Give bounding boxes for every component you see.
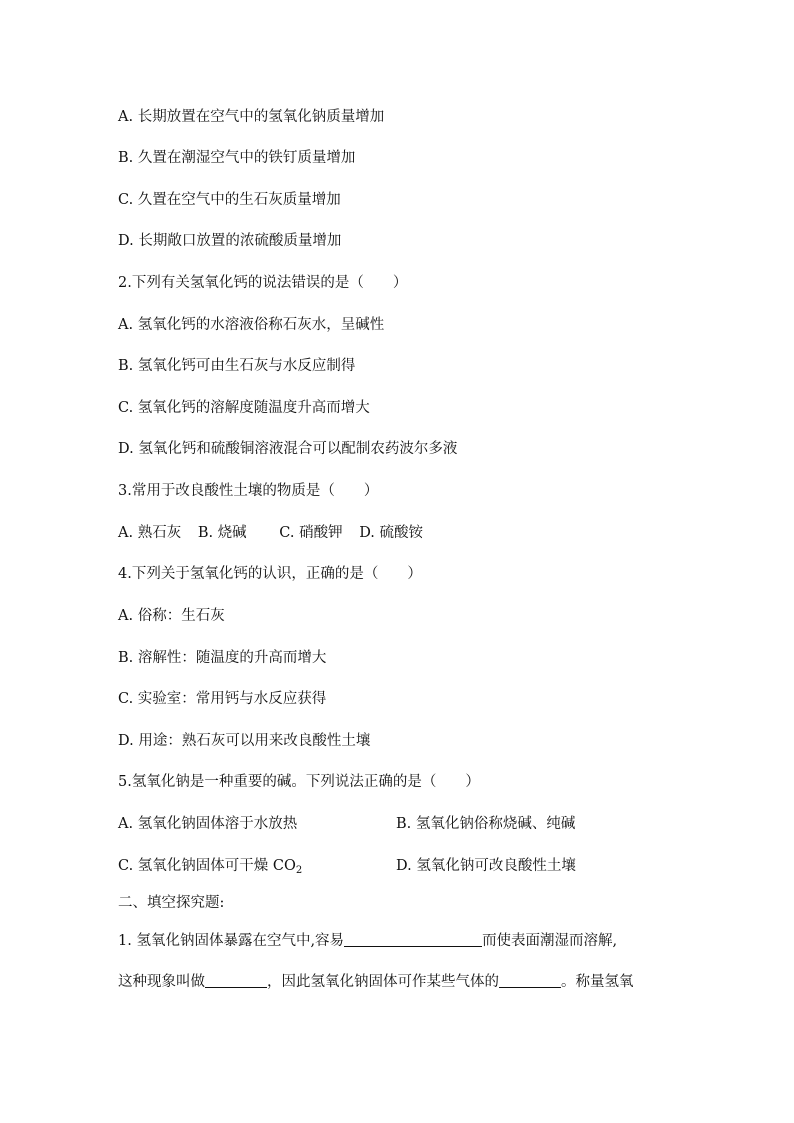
answer-blank-2[interactable] bbox=[205, 971, 267, 988]
q1-option-b: B. 久置在潮湿空气中的铁钉质量增加 bbox=[118, 150, 356, 166]
q5-option-c: C. 氢氧化钠固体可干燥 $CO_2$ bbox=[118, 858, 303, 876]
q2-option-b: B. 氢氧化钙可由生石灰与水反应制得 bbox=[118, 358, 356, 374]
q5-option-c-subscript: 2 bbox=[295, 865, 303, 876]
q5-option-d: D. 氢氧化钠可改良酸性土壤 bbox=[396, 858, 576, 874]
q1-option-a: A. 长期放置在空气中的氢氧化钠质量增加 bbox=[118, 109, 385, 125]
q3-option-c: C. 硝酸钾 bbox=[279, 525, 343, 541]
q4-option-c: C. 实验室：常用钙与水反应获得 bbox=[118, 691, 327, 707]
q4-option-a: A. 俗称：生石灰 bbox=[118, 608, 225, 624]
q1-option-d: D. 长期敞口放置的浓硫酸质量增加 bbox=[118, 233, 342, 249]
q2-option-c: C. 氢氧化钙的溶解度随温度升高而增大 bbox=[118, 400, 370, 416]
q3-option-b: B. 烧碱 bbox=[197, 525, 247, 541]
q5-option-b: B. 氢氧化钠俗称烧碱、纯碱 bbox=[396, 816, 576, 832]
fill-question-1-line-1: 1. 氢氧化钠固体暴露在空气中,容易 而使表面潮湿而溶解, bbox=[118, 930, 617, 951]
section-2-heading: 二、填空探究题: bbox=[118, 895, 225, 911]
q2-stem: 2.下列有关氢氧化钙的说法错误的是（ ） bbox=[118, 275, 408, 291]
q2-option-a: A. 氢氧化钙的水溶液俗称石灰水，呈碱性 bbox=[118, 317, 385, 333]
q3-option-d: D. 硫酸铵 bbox=[359, 525, 424, 541]
q4-option-d: D. 用途：熟石灰可以用来改良酸性土壤 bbox=[118, 733, 371, 749]
q1-option-c: C. 久置在空气中的生石灰质量增加 bbox=[118, 192, 341, 208]
q3-option-a: A. 熟石灰 bbox=[118, 525, 182, 541]
answer-blank-1[interactable] bbox=[344, 930, 482, 947]
fill-question-1-line-2: 这种现象叫做 ，因此氢氧化钠固体可作某些气体的 。称量氢氧 bbox=[118, 971, 634, 992]
q4-stem: 4.下列关于氢氧化钙的认识，正确的是（ ） bbox=[118, 566, 422, 582]
q5-options-row-1 bbox=[118, 814, 678, 834]
answer-blank-3[interactable] bbox=[499, 971, 561, 988]
q5-option-a: A. 氢氧化钠固体溶于水放热 bbox=[118, 816, 298, 832]
q5-stem: 5.氢氧化钠是一种重要的碱。下列说法正确的是（ ） bbox=[118, 774, 480, 790]
q3-stem: 3.常用于改良酸性土壤的物质是（ ） bbox=[118, 483, 379, 499]
q4-option-b: B. 溶解性：随温度的升高而增大 bbox=[118, 650, 327, 666]
q5-options-row-2 bbox=[118, 856, 678, 876]
q2-option-d: D. 氢氧化钙和硫酸铜溶液混合可以配制农药波尔多液 bbox=[118, 441, 458, 457]
q3-options-row bbox=[118, 523, 423, 543]
